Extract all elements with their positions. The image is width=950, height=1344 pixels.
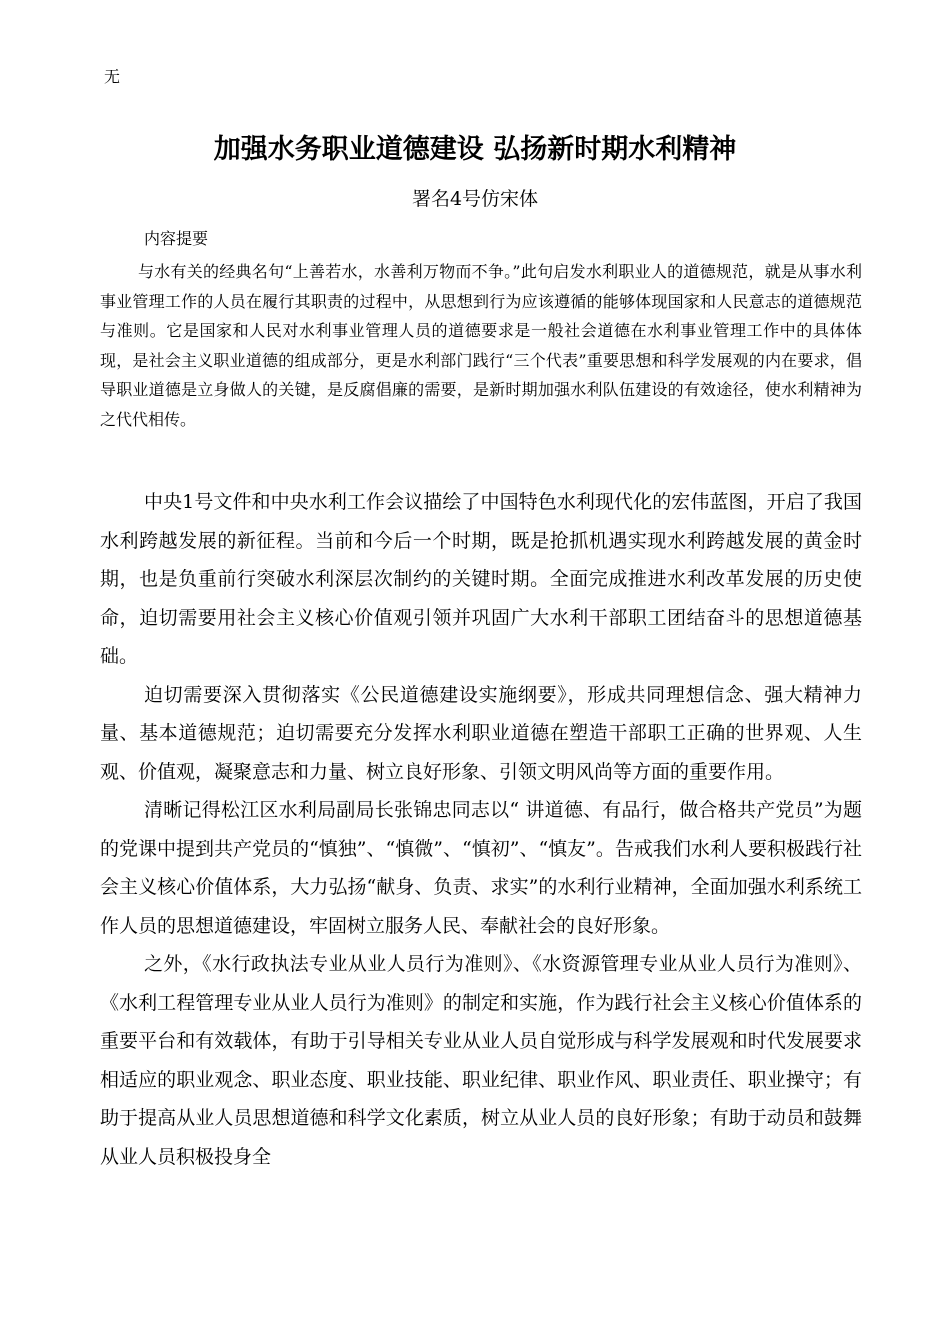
body-paragraph: 清晰记得松江区水利局副局长张锦忠同志以“ 讲道德、有品行，做合格共产党员”为题的党课中提到共产党员的“慎独”、“慎微”、“慎初”、“慎友”。告戒我们水利人要积极践行社会主义核心价值体系，大力弘扬“献身、负责、求实”的水利行业精神，全面加强水利系统工作人员的思想道德建设，牢固树立服务人民、奉献社会的良好形象。 [100,799,862,937]
abstract-text: 与水有关的经典名句“上善若水，水善利万物而不争。”此句启发水利职业人的道德规范，就是从事水利事业管理工作的人员在履行其职责的过程中，从思想到行为应该遵循的能够体现国家和人民意志的道德规范与准则。它是国家和人民对水利事业管理人员的道德要求是一般社会道德在水利事业管理工作中的具体体现，是社会主义职业道德的组成部分，更是水利部门践行“三个代表”重要思想和科学发展观的内在要求，倡导职业道德是立身做人的关键，是反腐倡廉的需要，是新时期加强水利队伍建设的有效途径，使水利精神为之代代相传。 [100,262,862,429]
body-paragraph: 迫切需要深入贯彻落实《公民道德建设实施纲要》，形成共同理想信念、强大精神力量、基本道德规范；迫切需要充分发挥水利职业道德在塑造干部职工正确的世界观、人生观、价值观，凝聚意志和力量、树立良好形象、引领文明风尚等方面的重要作用。 [100,683,862,783]
author-byline: 署名4号仿宋体 [411,188,539,210]
body-paragraph: 中央1号文件和中央水利工作会议描绘了中国特色水利现代化的宏伟蓝图，开启了我国水利跨越发展的新征程。当前和今后一个时期，既是抢抓机遇实现水利跨越发展的黄金时期，也是负重前行突破水利深层次制约的关键时期。全面完成推进水利改革发展的历史使命，迫切需要用社会主义核心价值观引领并巩固广大水利干部职工团结奋斗的思想道德基础。 [100,491,862,667]
header-mark: 无 [104,67,121,86]
body-paragraph: 之外，《水行政执法专业从业人员行为准则》、《水资源管理专业从业人员行为准则》、《水利工程管理专业从业人员行为准则》的制定和实施，作为践行社会主义核心价值体系的重要平台和有效载体，有助于引导相关专业从业人员自觉形成与科学发展观和时代发展要求相适应的职业观念、职业态度、职业技能、职业纪律、职业作风、职业责任、职业操守；有助于提高从业人员思想道德和科学文化素质，树立从业人员的良好形象；有助于动员和鼓舞从业人员积极投身全 [100,953,862,1168]
abstract-heading: 内容提要 [144,229,209,248]
document-title: 加强水务职业道德建设 弘扬新时期水利精神 [213,134,737,165]
document-body [100,483,862,1176]
